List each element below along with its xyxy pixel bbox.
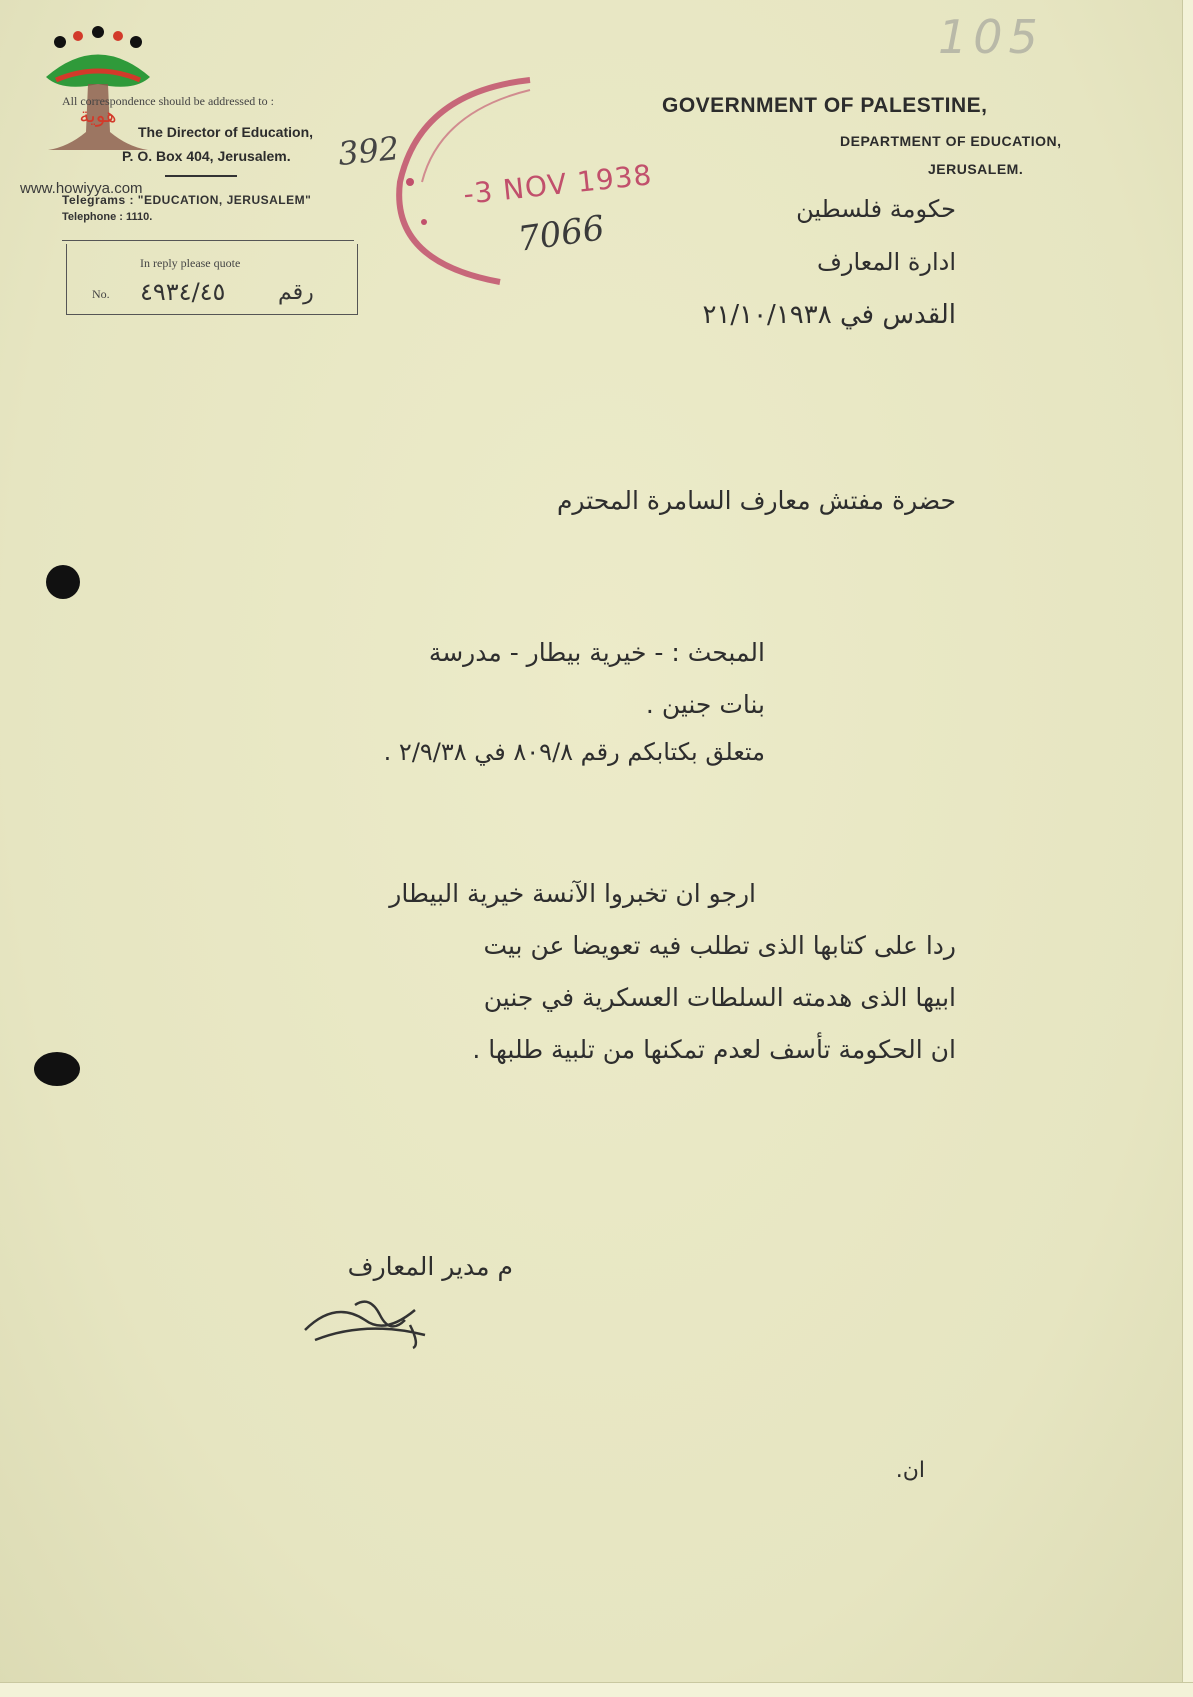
body-line: ان الحكومة تأسف لعدم تمكنها من تلبية طلبها .: [472, 1035, 956, 1064]
folio-number: 105: [938, 10, 1044, 64]
government-title: GOVERNMENT OF PALESTINE,: [662, 94, 988, 117]
reference-line: متعلق بكتابكم رقم ٨٠٩/٨ في ٢/٩/٣٨ .: [383, 738, 765, 766]
page-edge-bottom: [0, 1682, 1193, 1697]
city-title: JERUSALEM.: [928, 161, 1024, 177]
department-title-ar: ادارة المعارف: [816, 248, 956, 276]
body-line: ارجو ان تخبروا الآنسة خيرية البيطار: [389, 879, 756, 908]
punch-hole: [46, 565, 80, 599]
watermark-url: www.howiyya.com: [20, 180, 143, 197]
reference-number: ٤٩٣٤/٤٥: [140, 278, 226, 306]
reply-box-top-rule: [62, 240, 354, 241]
body-line: ردا على كتابها الذى تطلب فيه تعويضا عن بيت: [483, 931, 956, 960]
handwritten-signature: [295, 1290, 435, 1350]
department-title: DEPARTMENT OF EDUCATION,: [840, 133, 1062, 149]
telegrams-line: Telegrams : "EDUCATION, JERUSALEM": [62, 193, 312, 207]
reply-quote-label: In reply please quote: [140, 256, 241, 270]
letter-body: [136, 868, 956, 1076]
stamp-number: 7066: [515, 208, 607, 260]
page-edge-right: [1182, 0, 1193, 1697]
punch-hole: [34, 1052, 80, 1086]
raqam-label: رقم: [278, 280, 314, 305]
copies-note: ان.: [895, 1458, 925, 1483]
letterhead-divider: [165, 175, 237, 177]
subject-line-1: المبحث : - خيرية بيطار - مدرسة: [428, 638, 765, 667]
no-label: No.: [92, 287, 110, 301]
handwritten-reference: 392: [336, 128, 401, 174]
signer-title: م مدير المعارف: [347, 1252, 513, 1281]
correspondence-note: All correspondence should be addressed to :: [62, 94, 274, 108]
addressee: حضرة مفتش معارف السامرة المحترم: [556, 486, 956, 515]
government-title-ar: حكومة فلسطين: [796, 195, 956, 223]
subject-line-2: بنات جنين .: [645, 690, 765, 719]
letter-date: القدس في ٢١/١٠/١٩٣٨: [702, 300, 956, 330]
director-line: The Director of Education,: [138, 124, 314, 140]
pobox-line: P. O. Box 404, Jerusalem.: [122, 148, 291, 164]
stamp-date: -3 NOV 1938: [461, 158, 654, 211]
svg-text:هوية: هوية: [79, 103, 117, 127]
body-line: ابيها الذى هدمته السلطات العسكرية في جنين: [483, 983, 956, 1012]
telephone-line: Telephone : 1110.: [62, 211, 153, 223]
